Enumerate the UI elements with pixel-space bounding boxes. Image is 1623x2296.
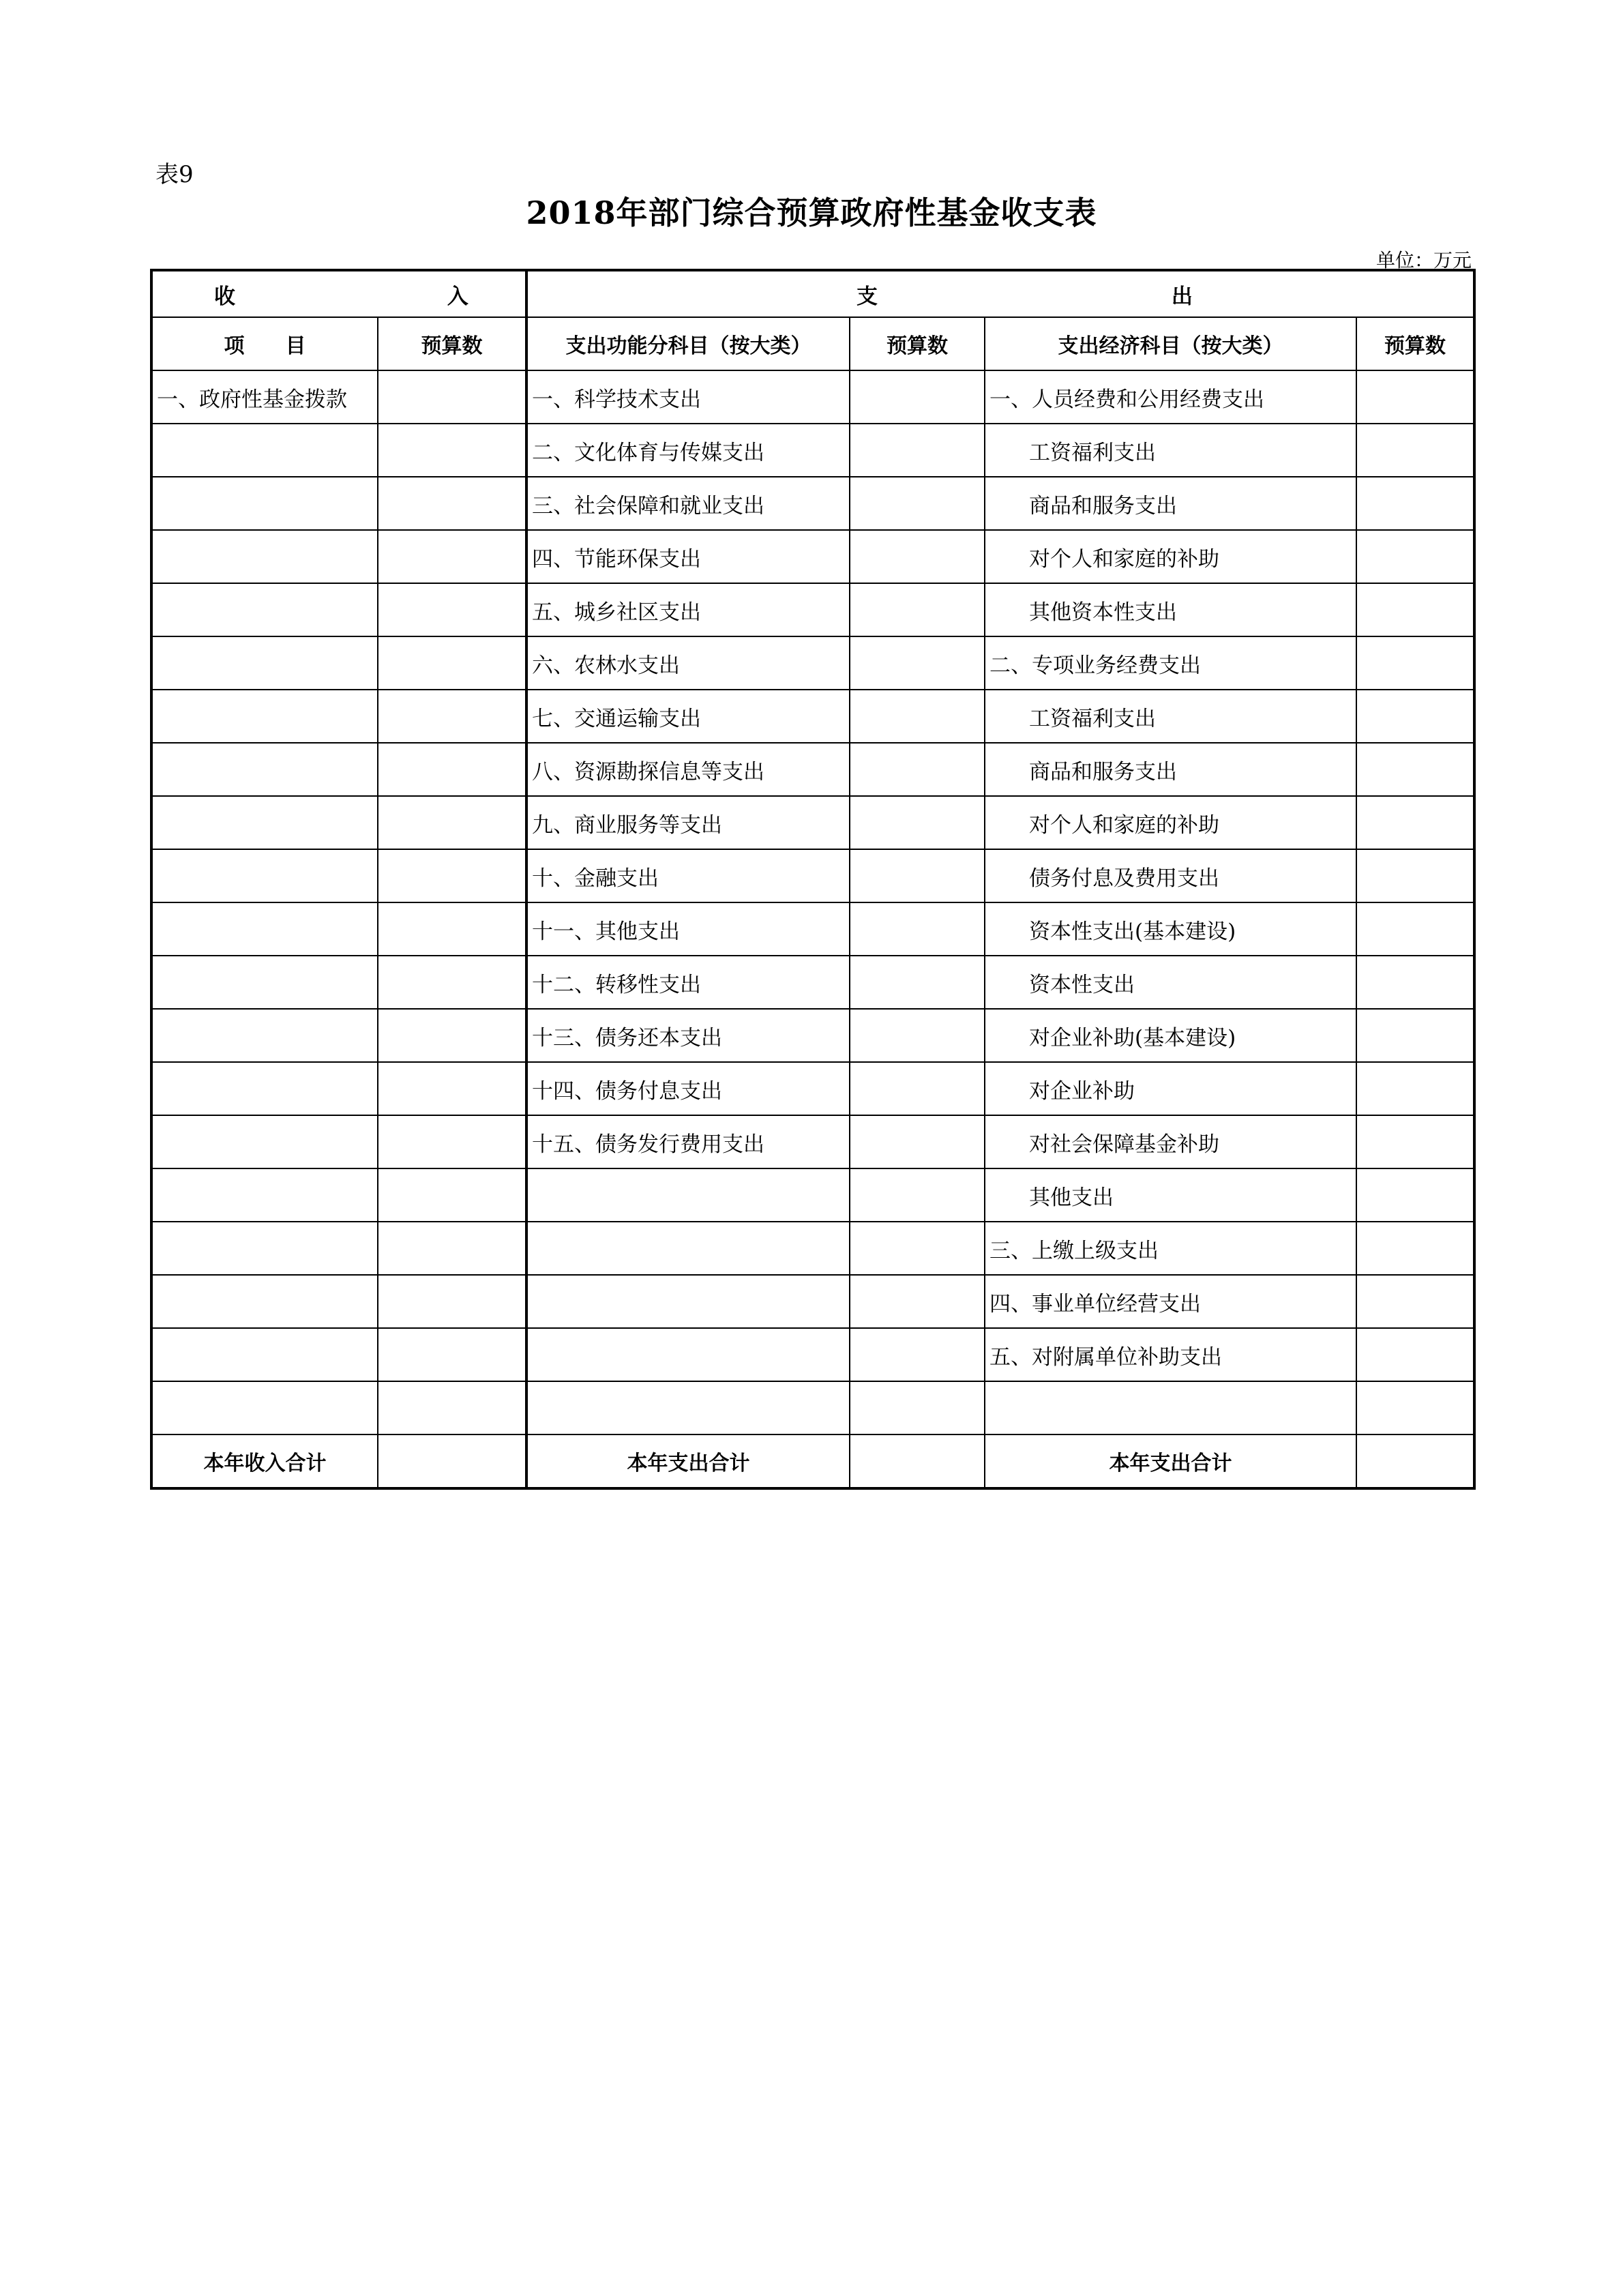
- table-row: [151, 1275, 1474, 1328]
- income-item-cell: [151, 1115, 378, 1168]
- function-item-cell: 二、文化体育与传媒支出: [526, 424, 850, 477]
- economic-item-cell: 五、对附属单位补助支出: [985, 1328, 1356, 1381]
- function-budget-cell: [850, 370, 985, 424]
- income-item-cell: [151, 1168, 378, 1222]
- income-item-cell: [151, 583, 378, 636]
- income-item-cell: [151, 530, 378, 583]
- economic-item-cell: 四、事业单位经营支出: [985, 1275, 1356, 1328]
- table-row: [151, 1168, 1474, 1222]
- function-item-cell: [526, 1222, 850, 1275]
- income-item-cell: [151, 1222, 378, 1275]
- table-row: [151, 477, 1474, 530]
- col-header-item: 项 目: [151, 317, 378, 370]
- economic-total-value: [1356, 1434, 1474, 1488]
- economic-item-cell: 对企业补助(基本建设): [985, 1009, 1356, 1062]
- function-budget-cell: [850, 583, 985, 636]
- economic-budget-cell: [1356, 849, 1474, 902]
- income-item-cell: [151, 849, 378, 902]
- income-budget-cell: [378, 902, 526, 956]
- economic-item-cell: 商品和服务支出: [985, 743, 1356, 796]
- col-header-function: 支出功能分科目（按大类）: [526, 317, 850, 370]
- function-budget-cell: [850, 849, 985, 902]
- economic-budget-cell: [1356, 583, 1474, 636]
- function-item-cell: [526, 1275, 850, 1328]
- income-budget-cell: [378, 956, 526, 1009]
- table-row: [151, 690, 1474, 743]
- economic-budget-cell: [1356, 1328, 1474, 1381]
- function-budget-cell: [850, 1009, 985, 1062]
- function-item-cell: [526, 1168, 850, 1222]
- function-item-cell: 一、科学技术支出: [526, 370, 850, 424]
- income-budget-cell: [378, 1115, 526, 1168]
- economic-budget-cell: [1356, 370, 1474, 424]
- income-item-cell: [151, 690, 378, 743]
- table-row: [151, 1062, 1474, 1115]
- income-budget-cell: [378, 370, 526, 424]
- function-item-cell: 三、社会保障和就业支出: [526, 477, 850, 530]
- function-budget-cell: [850, 796, 985, 849]
- income-item-cell: [151, 902, 378, 956]
- function-budget-cell: [850, 424, 985, 477]
- economic-item-cell: 对个人和家庭的补助: [985, 530, 1356, 583]
- economic-budget-cell: [1356, 1009, 1474, 1062]
- function-item-cell: 十五、债务发行费用支出: [526, 1115, 850, 1168]
- function-budget-cell: [850, 1062, 985, 1115]
- economic-budget-cell: [1356, 424, 1474, 477]
- table-row: [151, 583, 1474, 636]
- function-budget-cell: [850, 1115, 985, 1168]
- income-total-value: [378, 1434, 526, 1488]
- income-item-cell: [151, 477, 378, 530]
- budget-table: [150, 269, 1476, 1490]
- income-budget-cell: [378, 1381, 526, 1434]
- function-item-cell: [526, 1381, 850, 1434]
- economic-item-cell: 工资福利支出: [985, 424, 1356, 477]
- table-row: [151, 743, 1474, 796]
- unit-label: 单位：万元: [1375, 249, 1472, 271]
- economic-budget-cell: [1356, 530, 1474, 583]
- income-item-cell: [151, 1009, 378, 1062]
- income-item-cell: [151, 1062, 378, 1115]
- income-budget-cell: [378, 1009, 526, 1062]
- table-label: 表9: [155, 161, 194, 188]
- economic-budget-cell: [1356, 690, 1474, 743]
- col-header-economic: 支出经济科目（按大类）: [985, 317, 1356, 370]
- economic-budget-cell: [1356, 477, 1474, 530]
- table-row: [151, 956, 1474, 1009]
- page-title: 2018年部门综合预算政府性基金收支表: [526, 194, 1097, 231]
- function-budget-cell: [850, 636, 985, 690]
- economic-budget-cell: [1356, 636, 1474, 690]
- income-item-cell: [151, 1275, 378, 1328]
- function-budget-cell: [850, 530, 985, 583]
- economic-item-cell: 对企业补助: [985, 1062, 1356, 1115]
- economic-item-cell: 一、人员经费和公用经费支出: [985, 370, 1356, 424]
- income-budget-cell: [378, 1222, 526, 1275]
- income-header-char-2: 入: [447, 284, 468, 309]
- economic-item-cell: 商品和服务支出: [985, 477, 1356, 530]
- table-row: [151, 1222, 1474, 1275]
- income-item-cell: [151, 796, 378, 849]
- function-budget-cell: [850, 902, 985, 956]
- table-row: [151, 1009, 1474, 1062]
- function-budget-cell: [850, 690, 985, 743]
- economic-budget-cell: [1356, 1062, 1474, 1115]
- function-item-cell: [526, 1328, 850, 1381]
- economic-item-cell: [985, 1381, 1356, 1434]
- income-budget-cell: [378, 636, 526, 690]
- income-budget-cell: [378, 583, 526, 636]
- income-item-cell: [151, 636, 378, 690]
- economic-item-cell: 其他资本性支出: [985, 583, 1356, 636]
- table-row: [151, 1381, 1474, 1434]
- income-budget-cell: [378, 1275, 526, 1328]
- economic-total-label: 本年支出合计: [985, 1434, 1356, 1488]
- table-row: [151, 636, 1474, 690]
- income-budget-cell: [378, 796, 526, 849]
- economic-budget-cell: [1356, 902, 1474, 956]
- economic-budget-cell: [1356, 796, 1474, 849]
- table-row: [151, 1328, 1474, 1381]
- function-budget-cell: [850, 1275, 985, 1328]
- expense-header-char-1: 支: [857, 284, 878, 309]
- income-item-cell: [151, 1381, 378, 1434]
- function-budget-cell: [850, 743, 985, 796]
- function-item-cell: 十、金融支出: [526, 849, 850, 902]
- economic-budget-cell: [1356, 1168, 1474, 1222]
- economic-budget-cell: [1356, 956, 1474, 1009]
- economic-budget-cell: [1356, 743, 1474, 796]
- expense-section-header: [526, 270, 1474, 317]
- table-row: [151, 902, 1474, 956]
- table-row: [151, 424, 1474, 477]
- economic-item-cell: 对社会保障基金补助: [985, 1115, 1356, 1168]
- function-total-value: [850, 1434, 985, 1488]
- function-item-cell: 十一、其他支出: [526, 902, 850, 956]
- column-header-row: [151, 317, 1474, 370]
- income-item-cell: [151, 956, 378, 1009]
- economic-item-cell: 资本性支出: [985, 956, 1356, 1009]
- function-item-cell: 九、商业服务等支出: [526, 796, 850, 849]
- income-budget-cell: [378, 424, 526, 477]
- income-budget-cell: [378, 743, 526, 796]
- income-item-cell: [151, 743, 378, 796]
- function-budget-cell: [850, 477, 985, 530]
- function-item-cell: 十三、债务还本支出: [526, 1009, 850, 1062]
- table-row: [151, 1115, 1474, 1168]
- economic-item-cell: 对个人和家庭的补助: [985, 796, 1356, 849]
- col-header-budget-income: 预算数: [378, 317, 526, 370]
- function-item-cell: 八、资源勘探信息等支出: [526, 743, 850, 796]
- economic-item-cell: 债务付息及费用支出: [985, 849, 1356, 902]
- table-row: [151, 370, 1474, 424]
- totals-row: [151, 1434, 1474, 1488]
- income-budget-cell: [378, 1168, 526, 1222]
- function-total-label: 本年支出合计: [526, 1434, 850, 1488]
- economic-item-cell: 资本性支出(基本建设): [985, 902, 1356, 956]
- economic-item-cell: 二、专项业务经费支出: [985, 636, 1356, 690]
- economic-budget-cell: [1356, 1222, 1474, 1275]
- section-header-row: [151, 270, 1474, 317]
- expense-header-char-2: 出: [1171, 284, 1193, 309]
- income-budget-cell: [378, 690, 526, 743]
- function-budget-cell: [850, 1328, 985, 1381]
- function-item-cell: 十四、债务付息支出: [526, 1062, 850, 1115]
- function-budget-cell: [850, 1222, 985, 1275]
- function-budget-cell: [850, 1168, 985, 1222]
- economic-budget-cell: [1356, 1381, 1474, 1434]
- income-budget-cell: [378, 477, 526, 530]
- income-total-label: 本年收入合计: [151, 1434, 378, 1488]
- income-header-char-1: 收: [214, 284, 235, 309]
- function-budget-cell: [850, 1381, 985, 1434]
- economic-item-cell: 工资福利支出: [985, 690, 1356, 743]
- function-item-cell: 六、农林水支出: [526, 636, 850, 690]
- function-item-cell: 四、节能环保支出: [526, 530, 850, 583]
- income-budget-cell: [378, 849, 526, 902]
- table-row: [151, 530, 1474, 583]
- income-budget-cell: [378, 1062, 526, 1115]
- income-item-cell: 一、政府性基金拨款: [151, 370, 378, 424]
- income-item-cell: [151, 1328, 378, 1381]
- function-budget-cell: [850, 956, 985, 1009]
- function-item-cell: 七、交通运输支出: [526, 690, 850, 743]
- table-row: [151, 796, 1474, 849]
- economic-budget-cell: [1356, 1115, 1474, 1168]
- economic-item-cell: 其他支出: [985, 1168, 1356, 1222]
- income-section-header: [151, 270, 526, 317]
- col-header-budget-function: 预算数: [850, 317, 985, 370]
- income-budget-cell: [378, 530, 526, 583]
- economic-item-cell: 三、上缴上级支出: [985, 1222, 1356, 1275]
- table-row: [151, 849, 1474, 902]
- col-header-budget-economic: 预算数: [1356, 317, 1474, 370]
- function-item-cell: 五、城乡社区支出: [526, 583, 850, 636]
- function-item-cell: 十二、转移性支出: [526, 956, 850, 1009]
- economic-budget-cell: [1356, 1275, 1474, 1328]
- income-item-cell: [151, 424, 378, 477]
- income-budget-cell: [378, 1328, 526, 1381]
